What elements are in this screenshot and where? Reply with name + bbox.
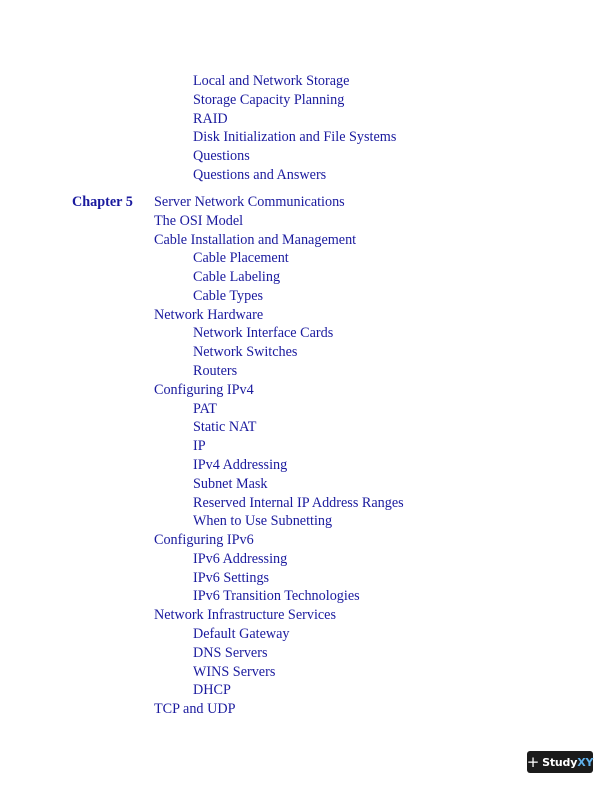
toc-section-item[interactable]: The OSI Model xyxy=(154,212,244,229)
toc-subsection-item[interactable]: Reserved Internal IP Address Ranges xyxy=(193,494,404,511)
toc-subsection-item[interactable]: IPv6 Addressing xyxy=(193,550,288,567)
toc-subsection-item[interactable]: DHCP xyxy=(193,682,231,699)
chapter-title[interactable]: Server Network Communications xyxy=(154,194,345,210)
brand-main: Study xyxy=(542,755,578,769)
toc-subsection-item[interactable]: PAT xyxy=(193,400,217,417)
toc-subsection-item[interactable]: Cable Types xyxy=(193,287,264,304)
toc-subsection-item[interactable]: IP xyxy=(193,438,206,455)
toc-subsection-item[interactable]: Network Switches xyxy=(193,344,298,361)
toc-subsection-item[interactable]: Cable Labeling xyxy=(193,269,281,286)
toc-subsection-item[interactable]: WINS Servers xyxy=(193,663,276,680)
toc-subsection-item[interactable]: Subnet Mask xyxy=(193,475,268,492)
toc-subsection-item[interactable]: Static NAT xyxy=(193,419,257,436)
toc-subsection-item[interactable]: Cable Placement xyxy=(193,250,289,267)
toc-top-item[interactable]: Questions xyxy=(193,148,250,165)
toc-subsection-item[interactable]: Network Interface Cards xyxy=(193,325,334,342)
toc-top-item[interactable]: Storage Capacity Planning xyxy=(193,91,345,108)
toc-top-item[interactable]: Local and Network Storage xyxy=(193,73,350,89)
toc-subsection-item[interactable]: Routers xyxy=(193,363,238,380)
toc-subsection-item[interactable]: IPv4 Addressing xyxy=(193,456,288,473)
toc-top-item[interactable]: Disk Initialization and File Systems xyxy=(193,129,397,146)
toc-subsection-item[interactable]: DNS Servers xyxy=(193,644,268,661)
toc-subsection-item[interactable]: Default Gateway xyxy=(193,625,290,642)
toc-subsection-item[interactable]: When to Use Subnetting xyxy=(193,513,333,530)
toc-section-item[interactable]: Cable Installation and Management xyxy=(154,231,357,248)
brand-accent: XY xyxy=(577,755,594,769)
toc-subsection-item[interactable]: IPv6 Transition Technologies xyxy=(193,588,360,605)
toc-section-item[interactable]: TCP and UDP xyxy=(154,701,236,718)
toc-subsection-item[interactable]: IPv6 Settings xyxy=(193,569,270,586)
toc-section-item[interactable]: Configuring IPv6 xyxy=(154,532,254,549)
plus-icon: + xyxy=(526,752,540,771)
toc-top-item[interactable]: RAID xyxy=(193,110,228,127)
toc-top-item[interactable]: Questions and Answers xyxy=(193,167,327,183)
toc-section-item[interactable]: Configuring IPv4 xyxy=(154,381,254,398)
toc-section-item[interactable]: Network Infrastructure Services xyxy=(154,607,336,624)
toc-section-item[interactable]: Network Hardware xyxy=(154,306,264,323)
chapter-label: Chapter 5 xyxy=(72,194,133,210)
studyxy-badge xyxy=(527,751,593,773)
